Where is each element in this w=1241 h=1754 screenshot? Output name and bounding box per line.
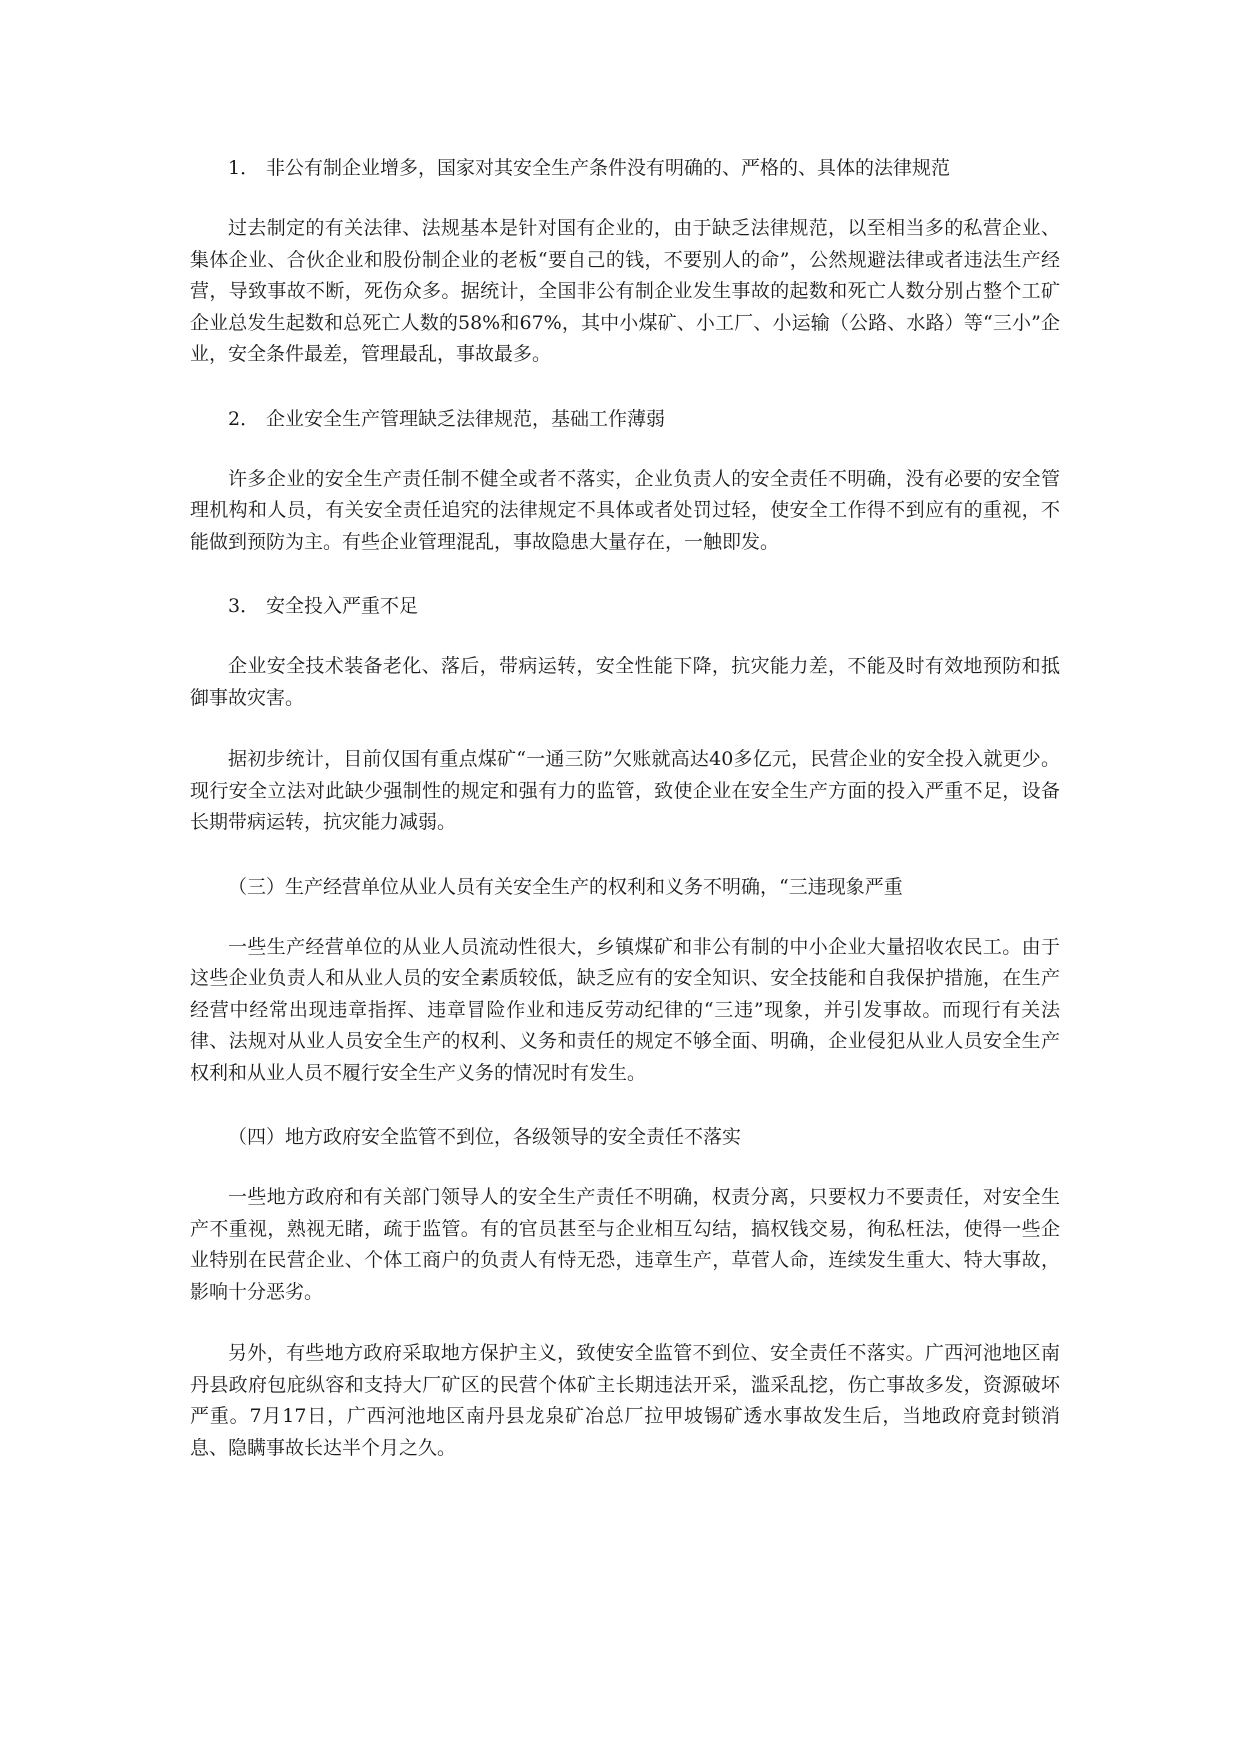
heading-text: 安全投入严重不足: [266, 595, 419, 617]
paragraph-2: 许多企业的安全生产责任制不健全或者不落实，企业负责人的安全责任不明确，没有必要的安全管理机构和人员，有关安全责任追究的法律规定不具体或者处罚过轻，使安全工作得不到应有的重视，不能做到预防为主。有些企业管理混乱，事故隐患大量存在，一触即发。: [190, 467, 1060, 553]
subsection-heading-3: （三）生产经营单位从业人员有关安全生产的权利和义务不明确，“三违现象严重: [228, 875, 903, 898]
paragraph-7: 另外，有些地方政府采取地方保护主义，致使安全监管不到位、安全责任不落实。广西河池地区南丹县政府包庇纵容和支持大厂矿区的民营个体矿主长期违法开采，滥采乱挖，伤亡事故多发，资源破坏严重。7月17日，广西河池地区南丹县龙泉矿冶总厂拉甲坡锡矿透水事故发生后，当地政府竟封锁消息、隐瞒事故长达半个月之久。: [190, 1342, 1060, 1459]
heading-number: 2．: [228, 407, 260, 430]
spacer: [190, 624, 1060, 651]
section-heading-3: [190, 588, 1060, 624]
spacer: [190, 905, 1060, 932]
spacer: [190, 714, 1060, 744]
subsection-heading-4: （四）地方政府安全监管不到位，各级领导的安全责任不落实: [228, 1126, 742, 1148]
spacer: [190, 186, 1060, 213]
heading-number: 3．: [228, 595, 260, 617]
heading-number: 1．: [228, 157, 260, 179]
spacer: [190, 437, 1060, 464]
spacer: [190, 371, 1060, 401]
paragraph-3: 企业安全技术装备老化、落后，带病运转，安全性能下降，抗灾能力差，不能及时有效地预防和抵御事故灾害。: [190, 655, 1060, 709]
paragraph-5: 一些生产经营单位的从业人员流动性很大，乡镇煤矿和非公有制的中小企业大量招收农民工。由于这些企业负责人和从业人员的安全素质较低，缺乏应有的安全知识、安全技能和自我保护措施，在生产经营中经常出现违章指挥、违章冒险作业和违反劳动纪律的“三违”现象，并引发事故。而现行有关法律、法规对从业人员安全生产的权利、义务和责任的规定不够全面、明确，企业侵犯从业人员安全生产权利和从业人员不履行安全生产义务的情况时有发生。: [190, 935, 1060, 1084]
heading-text: 非公有制企业增多，国家对其安全生产条件没有明确的、严格的、具体的法律规范: [266, 157, 951, 179]
spacer: [190, 1155, 1060, 1182]
spacer: [190, 1308, 1060, 1338]
paragraph-4: 据初步统计，目前仅国有重点煤矿“一通三防”欠账就高达40多亿元，民营企业的安全投入就更少。现行安全立法对此缺少强制性的规定和强有力的监管，致使企业在安全生产方面的投入严重不足，设备长期带病运转，抗灾能力减弱。: [190, 748, 1060, 833]
spacer: [190, 558, 1060, 588]
section-heading-1: [190, 150, 1060, 186]
spacer: [190, 839, 1060, 869]
paragraph-6: 一些地方政府和有关部门领导人的安全生产责任不明确，权责分离，只要权力不要责任，对安全生产不重视，熟视无睹，疏于监管。有的官员甚至与企业相互勾结，搞权钱交易，徇私枉法，使得一些企业特别在民营企业、个体工商户的负责人有恃无恐，违章生产，草菅人命，连续发生重大、特大事故，影响十分恶劣。: [190, 1186, 1060, 1303]
document-page: [190, 150, 1060, 1464]
spacer: [190, 1089, 1060, 1119]
section-heading-2: [190, 401, 1060, 437]
paragraph-1: 过去制定的有关法律、法规基本是针对国有企业的，由于缺乏法律规范，以至相当多的私营企业、集体企业、合伙企业和股份制企业的老板“要自己的钱，不要别人的命”，公然规避法律或者违法生产经营，导致事故不断，死伤众多。据统计，全国非公有制企业发生事故的起数和死亡人数分别占整个工矿企业总发生起数和总死亡人数的58%和67%，其中小煤矿、小工厂、小运输（公路、水路）等“三小”企业，安全条件最差，管理最乱，事故最多。: [190, 217, 1060, 365]
heading-text: 企业安全生产管理缺乏法律规范，基础工作薄弱: [266, 407, 666, 430]
